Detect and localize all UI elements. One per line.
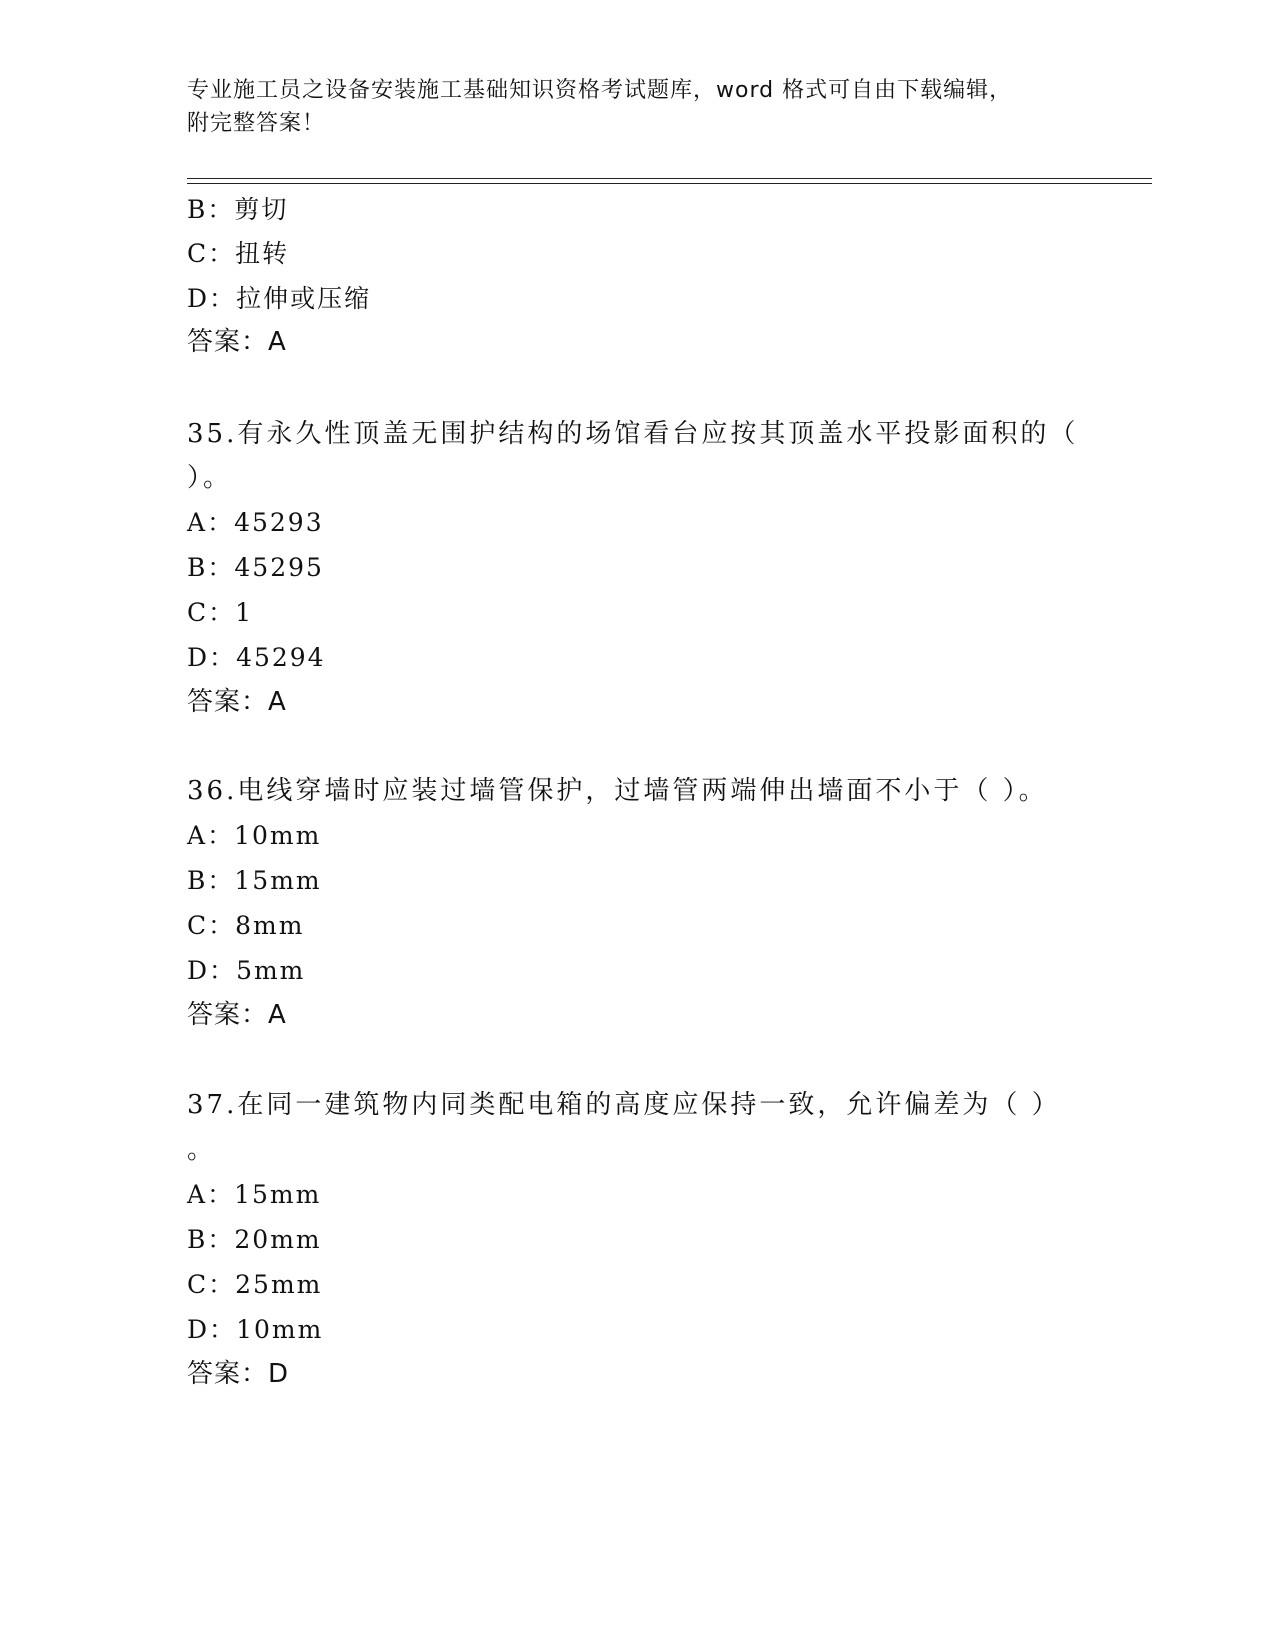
question-35-option-a bbox=[187, 507, 324, 539]
document-header bbox=[187, 74, 1087, 140]
question-36-answer: 答案：A bbox=[187, 1000, 287, 1030]
question-37-answer: 答案：D bbox=[187, 1359, 290, 1389]
option-letter: D bbox=[187, 1315, 210, 1344]
question-35-answer: 答案：A bbox=[187, 687, 287, 717]
option-separator: ： bbox=[208, 598, 236, 627]
question-37-option-c bbox=[187, 1269, 322, 1301]
option-text: 45295 bbox=[234, 553, 324, 582]
option-letter: C bbox=[187, 911, 209, 940]
option-letter: D bbox=[187, 284, 210, 313]
question-37-option-d bbox=[187, 1314, 323, 1346]
option-letter: A bbox=[187, 508, 208, 537]
option-text: 15mm bbox=[234, 1180, 322, 1209]
option-letter: D bbox=[187, 643, 210, 672]
option-separator: ： bbox=[207, 866, 235, 895]
option-separator: ： bbox=[209, 643, 237, 672]
option-separator: ： bbox=[209, 1315, 237, 1344]
question-36-option-d bbox=[187, 955, 305, 987]
option-text: 25mm bbox=[235, 1270, 323, 1299]
option-separator: ： bbox=[207, 1180, 235, 1209]
question-35-stem-line-1: 35.有永久性顶盖无围护结构的场馆看台应按其顶盖水平投影面积的（ bbox=[187, 419, 1079, 449]
question-37-stem-line-2: 。 bbox=[187, 1135, 217, 1165]
option-letter: B bbox=[187, 1225, 208, 1254]
question-36-option-a bbox=[187, 820, 321, 852]
option-text: 45293 bbox=[234, 508, 324, 537]
option-text: 8mm bbox=[235, 911, 305, 940]
question-35-stem-line-2: ）。 bbox=[187, 463, 233, 493]
option-text: 20mm bbox=[234, 1225, 322, 1254]
header-divider-top bbox=[187, 178, 1152, 179]
option-letter: C bbox=[187, 1270, 209, 1299]
question-35-option-b bbox=[187, 552, 324, 584]
header-line-1: 专业施工员之设备安装施工基础知识资格考试题库，word 格式可自由下载编辑， bbox=[187, 78, 1013, 103]
option-letter: B bbox=[187, 866, 208, 895]
option-letter: D bbox=[187, 956, 210, 985]
option-separator: ： bbox=[209, 284, 237, 313]
option-separator: ： bbox=[209, 956, 237, 985]
question-37-option-b bbox=[187, 1224, 322, 1256]
prev-option-b bbox=[187, 194, 288, 226]
question-36-stem-line-1: 36.电线穿墙时应装过墙管保护，过墙管两端伸出墙面不小于（ ）。 bbox=[187, 776, 1048, 806]
question-37-option-a bbox=[187, 1179, 321, 1211]
question-36-option-b bbox=[187, 865, 322, 897]
option-separator: ： bbox=[207, 821, 235, 850]
option-letter: A bbox=[187, 821, 208, 850]
question-35-option-c bbox=[187, 597, 253, 629]
option-separator: ： bbox=[208, 1270, 236, 1299]
option-text: 45294 bbox=[236, 643, 326, 672]
header-line-2: 附完整答案！ bbox=[187, 111, 326, 136]
option-separator: ： bbox=[207, 508, 235, 537]
option-letter: C bbox=[187, 598, 209, 627]
option-letter: B bbox=[187, 195, 208, 224]
option-letter: A bbox=[187, 1180, 208, 1209]
prev-option-d bbox=[187, 283, 371, 315]
option-text: 扭转 bbox=[235, 239, 290, 268]
option-text: 1 bbox=[235, 598, 254, 627]
option-separator: ： bbox=[207, 553, 235, 582]
prev-answer: 答案：A bbox=[187, 327, 287, 357]
option-letter: C bbox=[187, 239, 209, 268]
prev-option-c bbox=[187, 238, 289, 270]
header-divider-bottom bbox=[187, 183, 1152, 184]
option-letter: B bbox=[187, 553, 208, 582]
option-separator: ： bbox=[208, 911, 236, 940]
question-36-option-c bbox=[187, 910, 304, 942]
option-separator: ： bbox=[208, 239, 236, 268]
option-text: 10mm bbox=[234, 821, 322, 850]
option-text: 10mm bbox=[236, 1315, 324, 1344]
option-text: 15mm bbox=[234, 866, 322, 895]
option-text: 剪切 bbox=[234, 195, 289, 224]
option-text: 5mm bbox=[236, 956, 306, 985]
option-separator: ： bbox=[207, 195, 235, 224]
option-text: 拉伸或压缩 bbox=[236, 284, 372, 313]
option-separator: ： bbox=[207, 1225, 235, 1254]
question-35-option-d bbox=[187, 642, 326, 674]
question-37-stem-line-1: 37.在同一建筑物内同类配电箱的高度应保持一致，允许偏差为（ ） bbox=[187, 1090, 1061, 1120]
